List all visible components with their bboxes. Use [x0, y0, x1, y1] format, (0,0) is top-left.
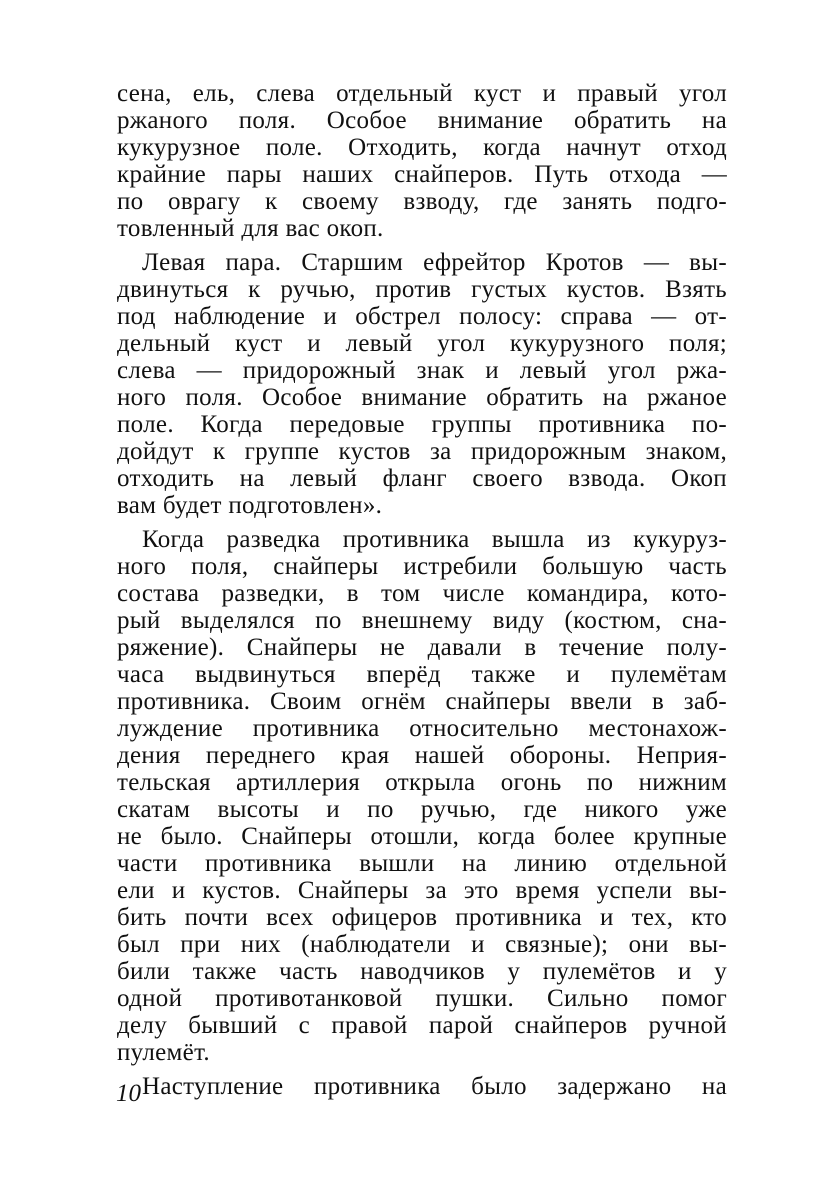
text-line: Когда разведка противника вышла из кукуруз- [142, 526, 727, 553]
text-line: бить почти всех офицеров противника и тех, кто [117, 904, 727, 931]
text-line: двинуться к ручью, против густых кустов. Взять [117, 276, 727, 303]
text-line: Наступление противника было задержано на [142, 1073, 727, 1100]
paragraph [117, 249, 727, 519]
text-line: пулемёт. [117, 1039, 210, 1066]
text-line: делу бывший с правой парой снайперов ручной [117, 1012, 727, 1039]
text-line: били также часть наводчиков у пулемётов и у [117, 958, 727, 985]
text-line: ного поля, снайперы истребили большую часть [117, 553, 727, 580]
text-line: крайние пары наших снайперов. Путь отхода — [117, 161, 727, 188]
text-line: рый выделялся по внешнему виду (костюм, сна- [117, 607, 727, 634]
text-line: кукурузное поле. Отходить, когда начнут отход [117, 134, 727, 161]
text-line: ели и кустов. Снайперы за это время успели вы- [117, 877, 727, 904]
text-line: по оврагу к своему взводу, где занять подго- [117, 188, 727, 215]
text-line: слева — придорожный знак и левый угол ржа- [117, 357, 727, 384]
text-line: под наблюдение и обстрел полосу: справа — от- [117, 303, 727, 330]
text-line: одной противотанковой пушки. Сильно помог [117, 985, 727, 1012]
text-line: дельный куст и левый угол кукурузного поля; [117, 330, 727, 357]
paragraph [117, 526, 727, 1066]
text-line: ного поля. Особое внимание обратить на ржаное [117, 384, 727, 411]
text-line: вам будет подготовлен». [117, 492, 383, 519]
text-line: ржаного поля. Особое внимание обратить на [117, 107, 727, 134]
text-line: Левая пара. Старшим ефрейтор Кротов — вы- [142, 249, 727, 276]
text-line: часа выдвинуться вперёд также и пулемётам [117, 661, 727, 688]
text-line: скатам высоты и по ручью, где никого уже [117, 796, 727, 823]
text-line: поле. Когда передовые группы противника по- [117, 411, 727, 438]
text-line: не было. Снайперы отошли, когда более крупные [117, 823, 727, 850]
paragraph [117, 1073, 727, 1100]
text-line: состава разведки, в том числе командира, кото- [117, 580, 727, 607]
text-line: дения переднего края нашей обороны. Неприя- [117, 742, 727, 769]
text-line: был при них (наблюдатели и связные); они вы- [117, 931, 727, 958]
page-number: 10 [116, 1080, 141, 1107]
text-line: противника. Своим огнём снайперы ввели в заб- [117, 688, 727, 715]
text-line: луждение противника относительно местонахож- [117, 715, 727, 742]
text-line: тельская артиллерия открыла огонь по нижним [117, 769, 727, 796]
text-line: сена, ель, слева отдельный куст и правый угол [117, 80, 727, 107]
text-line: ряжение). Снайперы не давали в течение полу- [117, 634, 727, 661]
text-line: дойдут к группе кустов за придорожным знаком, [117, 438, 727, 465]
paragraph [117, 80, 727, 242]
body-text [117, 80, 727, 1100]
text-line: части противника вышли на линию отдельной [117, 850, 727, 877]
text-line: товленный для вас окоп. [117, 215, 384, 242]
text-line: отходить на левый фланг своего взвода. Окоп [117, 465, 727, 492]
